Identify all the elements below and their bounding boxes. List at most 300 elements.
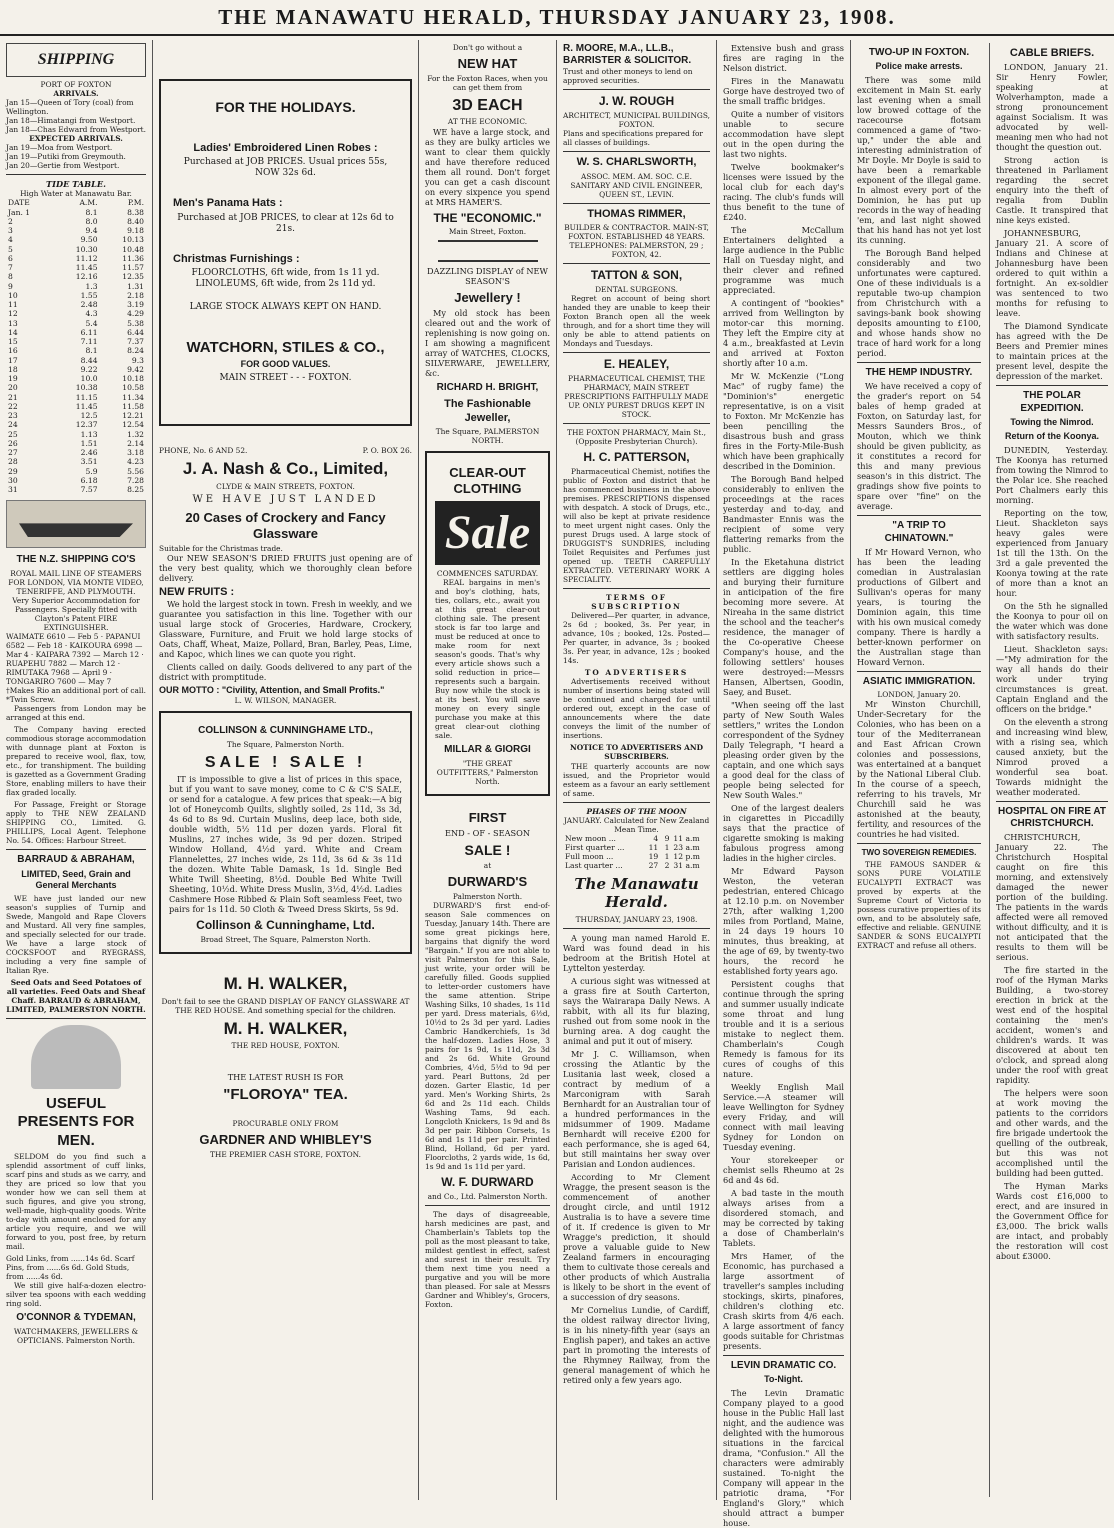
cable-item: LONDON, January 21. Sir Henry Fowler, speaking at Wolverhampton, made a strong pronouncement against Socialism. It was advocated by well-meaning men who had not thought the question out. <box>996 62 1108 153</box>
tide-cell: 26 <box>8 438 18 448</box>
herald-date: THURSDAY, JANUARY 23, 1908. <box>575 915 698 925</box>
tide-heading: TIDE TABLE. <box>46 179 106 190</box>
new-hat-text: For the Foxton Races, when you can get them from <box>427 73 548 92</box>
moon-table <box>563 834 710 871</box>
moon-cell: Full moon ... <box>565 852 614 862</box>
wf-durward-subtitle: and Co., Ltd. Palmerston North. <box>427 1192 548 1202</box>
polar-paragraph: Reporting on the tow, Lieut. Shackleton says heavy gales were experienced from January 1st till the 13th. On the 3rd a gale prevented the Koonya towing at the rate of more than a knot an hour. <box>996 507 1108 598</box>
asiatic-dateline: LONDON, January 20. <box>877 689 961 699</box>
tide-row <box>6 420 146 429</box>
furnishings-heading: Christmas Furnishings : <box>173 252 300 265</box>
column-telegrams <box>850 40 1114 1500</box>
oconnor-subtitle: WATCHMAKERS, JEWELLERS & OPTICIANS. Palmerston North. <box>13 1326 139 1345</box>
chinatown-heading: "A TRIP TO CHINATOWN." <box>884 520 954 544</box>
tide-row <box>6 319 146 328</box>
barraud-title: BARRAUD & ABRAHAM, <box>17 854 135 866</box>
tide-cell: 18 <box>8 364 18 374</box>
tide-row <box>6 365 146 374</box>
divider <box>996 385 1108 386</box>
polar-paragraph: Lieut. Shackleton says:—"My admiration for the way all hands do their work under trying circumstances is great. Captain England and the officers on the bridge." <box>996 643 1108 714</box>
watchorn-address: MAIN STREET - - - FOXTON. <box>219 373 352 384</box>
divider <box>425 1205 550 1206</box>
telegrams-right <box>989 43 1108 1497</box>
economic-address: Main Street, Foxton. <box>448 227 527 237</box>
procurable-text: PROCURABLE ONLY FROM <box>232 1118 339 1128</box>
holidays-heading: FOR THE HOLIDAYS. <box>215 99 356 115</box>
linen-text: Purchased at JOB PRICES. Usual prices 55s, NOW 32s 6d. <box>183 157 388 179</box>
divider <box>723 1355 844 1356</box>
hats-heading: Men's Panama Hats : <box>173 197 283 210</box>
divider <box>563 423 710 424</box>
tide-row <box>6 263 146 272</box>
sale-at: at <box>483 860 492 870</box>
tatton-text: Regret on account of being short handed they are unable to keep their Foxton Branch open all the week through, and for a short time they will only be able to attend patients on Mondays and Tuesdays. <box>563 293 710 349</box>
tide-cell: 1.32 <box>127 429 144 439</box>
tide-cell: 8.38 <box>127 207 144 217</box>
asiatic-heading: ASIATIC IMMIGRATION. <box>862 675 976 687</box>
advertisers-text: Advertisements received without number of insertions being stated will be continued and charged for until ordered out, except in the case of announcements where the date conveys the limit of the number of insertions. <box>563 677 710 741</box>
news-list <box>723 43 844 1351</box>
durward-address: Palmerston North. <box>452 891 523 901</box>
new-fruits-heading: NEW FRUITS : <box>159 586 235 599</box>
collinson-body: IT is impossible to give a list of prices in this space, but if you want to save money, come to C & C'S SALE, or send for a catalogue. A few prices that speak:—A big lot of Honeycomb Quilts, slightly soiled, 2s 11d, 3s 3d, 4s 6d to 8s 9d. Curtain Muslins, deep lace, both side, double width, 5½ 11d per dozen yards. Floral fit Muslins, 27 inches wide, 3s 9d per dozen. Striped Window Holland, 4½d yard. White and Cream Flannelettes, 27 inches wide, 2s 11d, 3s 6d & 3s 11d the dozen. White Table Damask, 1s 1d. Single Bed White Twill Sheeting, 8½d. Double Bed White Twill Sheeting, 10½d. White Dress Muslin, 3½d, 4½d. Ladies Cashmere Hose Ribbed & Plain Soft seamless Feet, two pairs for 1s 11d. 50 Cloth & Tweed Dress Skirts, 5s 9d. <box>169 774 402 915</box>
hospital-heading: HOSPITAL ON FIRE AT CHRISTCHURCH. <box>998 805 1106 829</box>
tide-cell: 9.42 <box>127 364 144 374</box>
tide-cell: 2.14 <box>127 438 144 448</box>
levin-text: The Levin Dramatic Company played to a good house in the Public Hall last night, and the audience was delighted with the humorous situations in the farcical drama, "Confusion." All the characters were admirably sustained. To-night the Company will appear in the patriotic drama, "For England's Glory," which should attract a bumper house. <box>723 1388 844 1528</box>
tide-cell: 29 <box>8 466 18 476</box>
notice-text: THE quarterly accounts are now issued, and the Proprietor would esteem as a favour an early settlement of same. <box>563 761 710 798</box>
rough-subtitle: ARCHITECT, MUNICIPAL BUILDINGS, FOXTON. <box>563 111 710 130</box>
chinatown-text: If Mr Howard Vernon, who has been the leading comedian in Australasian productions of Gilbert and Sullivan's operas for many years, is touring the Dominion again, this time with his own musical comedy company. There is hardly a better-known performer on the Australian stage than Howard Vernon. <box>857 546 981 667</box>
divider <box>996 801 1108 802</box>
walker-text: Don't fail to see the GRAND DISPLAY OF FANCY GLASSWARE AT THE RED HOUSE. And something special for the children. <box>161 996 410 1015</box>
tatton-subtitle: DENTAL SURGEONS. <box>595 284 678 294</box>
hospital-paragraph: CHRISTCHURCH, January 22. The Christchurch Hospital caught on fire this morning, and extensively damaged the newer portion of the building. The patients in the wards affected were all removed without difficulty, and it is not anticipated that the results to them will be serious. <box>996 832 1108 963</box>
nz-shipping-body: The Company having erected commodious storage accommodation with dunnage plant at Foxton is prepared to receive wool, flax, tow, etc., for transhipment. The building is gazetted as a Government Grading Store, enabling millers to have their flax graded locally. <box>6 725 146 798</box>
tide-row <box>6 208 146 217</box>
tide-cell: 2.18 <box>127 290 144 300</box>
tide-row <box>6 217 146 226</box>
tatton-title: TATTON & SON, <box>590 268 683 283</box>
hospital-paragraph: The helpers were soon at work moving the patients to the corridors and other wards, and the fire brigade undertook the quelling of the outbreak, but this was not accomplished until the building had been gutted. <box>996 1088 1108 1179</box>
moon-cell: 4 <box>653 833 659 843</box>
divider <box>563 203 710 204</box>
tide-cell: 12.37 <box>75 420 98 430</box>
tide-cell: 11.57 <box>122 263 144 273</box>
tide-cell: 7.28 <box>127 475 144 485</box>
arrival-item: Jan 15—Queen of Tory (coal) from Wellington. <box>6 98 134 117</box>
patterson-text: Pharmaceutical Chemist, notifies the public of Foxton and district that he has commenced business in the above premises. PRESCRIPTIONS dispensed with despatch. A stock of Drugs, etc., will also be kept at private residence to meet urgent night cases. Only the purest Drugs used. A large stock of DRUGGIST'S SUNDRIES, including Toilet Requisites and Perfumes just opened up. TEETH CAREFULLY EXTRACTED. VETERINARY WORK A SPECIALITY. <box>563 466 710 584</box>
tide-cell: 12.54 <box>122 420 144 430</box>
tide-cell: 11.12 <box>75 253 98 263</box>
port-heading: PORT OF FOXTON <box>40 80 112 89</box>
tide-cell: 15 <box>8 337 18 347</box>
news-paragraph: Persistent coughs that continue through the spring and summer usually indicate some throat and lung trouble and it is a serious mistake to neglect them. Chamberlain's Cough Remedy is famous for its cures of coughs of this nature. <box>723 979 844 1079</box>
tide-cell: 10.18 <box>122 374 144 384</box>
arrival-item: Jan 18—Himatangi from Westport. <box>6 116 136 126</box>
polar-paragraph: On the eleventh a strong and increasing wind blew, with a rising sea, which caused anxiety, but the Nimrod proved a wonderful sea boat. Towards midnight the weather moderated. <box>996 716 1108 797</box>
tide-cell: 21 <box>8 392 18 402</box>
arrival-item: Jan 18—Chas Edward from Westport. <box>6 125 146 135</box>
tide-row <box>6 393 146 402</box>
moon-cell: 1 <box>664 852 670 862</box>
moon-cell: 23 a.m <box>673 842 700 852</box>
tide-cell: 12.16 <box>75 272 98 282</box>
tide-cell: 10.30 <box>75 244 98 254</box>
cufflink-illustration <box>31 1025 121 1089</box>
tide-cell: 3.51 <box>80 457 98 467</box>
polar-heading: THE POLAR EXPEDITION. <box>1020 390 1084 414</box>
tide-row <box>6 337 146 346</box>
cable-item: The Diamond Syndicate has agreed with the De Beers and Premier mines to maintain prices at the present level, despite the depression of the market. <box>996 321 1108 382</box>
healey-title: E. HEALEY, <box>603 357 670 372</box>
oconnor-title: O'CONNOR & TYDEMAN, <box>16 1312 136 1324</box>
news-paragraph: Mrs Hamer, of the Economic, has purchased a large assortment of traveller's samples including stockings, skirts, pinafores, children's clothing etc. Crash skirts from 4/6 each. A large assortment of fancy goods suitable for Christmas presents. <box>723 1251 844 1351</box>
moon-cell: Last quarter ... <box>565 861 623 871</box>
nash-box: P. O. BOX 26. <box>362 446 412 456</box>
tide-row <box>6 457 146 466</box>
tide-cell: 31 <box>8 485 18 495</box>
hat-price: 3D EACH <box>452 96 523 114</box>
tide-cell: 6.11 <box>80 327 98 337</box>
news-paragraph: "When seeing off the last party of New South Wales settlers," writes the London correspondent of the Sydney Daily Telegraph, "I heard a pleasing order given by the captain, and one which says a good deal for the class of people being selected for New South Wales." <box>723 700 844 800</box>
divider <box>6 1018 146 1019</box>
charlsworth-subtitle: ASSOC. MEM. AM. SOC. C.E. SANITARY AND CIVIL ENGINEER, QUEEN ST., LEVIN. <box>570 171 703 199</box>
notice-heading: NOTICE TO ADVERTISERS AND SUBSCRIBERS. <box>569 743 704 762</box>
nash-address: CLYDE & MAIN STREETS, FOXTON. <box>216 482 355 492</box>
hemp-text: We have received a copy of the grader's report on 54 bales of hemp graded at Foxton, on Saturday last, for Messrs Saunders Bros., of Mouton, which we think should be given publicity, as it constitutes a record for this and many previous season's in this district. The gradings show five points to spare over "fine" on the average. <box>857 381 981 512</box>
first-title: FIRST <box>468 809 507 825</box>
hospital-paragraph: The Hyman Marks Wards cost £16,000 to erect, and are insured in the Government Office for £3,000. The brick walls are intact, and probably the restoration will cost about £3000. <box>996 1181 1108 1262</box>
news-paragraph: A contingent of "bookies" arrived from Wellington by motor-car this morning. They left the Empire city at 4 a.m., breakfasted at Levin and arrived at Foxton shortly after 10 a.m. <box>723 298 844 368</box>
tide-cell: 2.48 <box>80 300 98 310</box>
jewellery-intro: DAZZLING DISPLAY of NEW SEASON'S <box>427 266 548 287</box>
moon-cell: 27 <box>648 861 659 871</box>
millar-subtitle: "THE GREAT OUTFITTERS," Palmerston North. <box>436 758 539 786</box>
tide-row <box>6 272 146 281</box>
moon-cell: 2 <box>664 861 670 871</box>
tide-cell: 9.3 <box>131 355 144 365</box>
herald-nameplate: The Manawatu Herald. <box>574 874 699 912</box>
dont-go-text: Don't go without a <box>452 43 523 52</box>
nash-phone: PHONE, No. 6 AND 52. <box>159 446 248 456</box>
useful-presents-title: USEFUL PRESENTS FOR MEN. <box>17 1095 135 1149</box>
rimmer-title: THOMAS RIMMER, <box>587 207 686 220</box>
tide-subheading: High Water at Manawatu Bar. <box>20 189 132 199</box>
walker-title: M. H. WALKER, <box>223 973 348 993</box>
news-paragraph: Mr J. C. Williamson, when crossing the Atlantic by the Lusitania last week, closed a contract by medium of a Marconigram with Sarah Bernhardt for an Australian tour of a hundred performances in the midsummer of 1909. Madame Bernhardt will receive £200 for each performance, she is aged 64, but still maintains her sway over Parisian and London audiences. <box>563 1049 710 1170</box>
sovereign-text: THE FAMOUS SANDER & SONS PURE VOLATILE EUCALYPTI EXTRACT was proved by experts at the Supreme Court of Victoria to possess curative properties of its own, and to be absolutely safe, effective and reliable. GENUINE SANDER & SONS EUCALYPTI EXTRACT and refuse all others. <box>857 859 982 950</box>
tide-row <box>6 245 146 254</box>
economic-title: THE "ECONOMIC." <box>433 210 542 225</box>
tide-cell: 13 <box>8 318 18 328</box>
column-shops <box>418 40 556 1500</box>
wf-durward-title: W. F. DURWARD <box>441 1175 534 1190</box>
motto: OUR MOTTO : "Civility, Attention, and Small Profits." <box>159 685 385 696</box>
tide-row <box>6 439 146 448</box>
tide-row <box>6 402 146 411</box>
news-paragraph: Mr W. McKenzie ("Long Mac" of rugby fame) the "Dominion's" energetic representative, is on a visit to Foxton. Mr McKenzie has been pencilling the disastrous bush and grass fires in the Forty-Mile-Bush which have been graphically described in the Dominion. <box>723 371 844 471</box>
tide-col-date: DATE <box>8 198 30 208</box>
news-paragraph: Mr Cornelius Lundie, of Cardiff, the oldest railway director living, is in his ninety-fifth year (says an English paper), and takes an active part in promoting the interests of the Rhymney Railway, from the general management of which he retired only a few years ago. <box>563 1305 710 1386</box>
news-paragraph: Your storekeeper or chemist sells Rheumo at 2s 6d and 4s 6d. <box>723 1155 844 1185</box>
tide-table <box>6 198 146 494</box>
pharmacy-title: THE FOXTON PHARMACY, Main St., (Opposite Presbyterian Church). <box>567 427 706 446</box>
tide-cell: 16 <box>8 346 18 356</box>
tide-cell: 7.57 <box>80 485 98 495</box>
tide-cell: 1.3 <box>85 281 98 291</box>
tide-cell: 11.58 <box>122 401 144 411</box>
useful-presents-prices: Gold Links, from ......14s 6d. Scarf Pins, from ......6s 6d. Gold Studs, from ......4s 6d. <box>6 1254 135 1282</box>
watchorn-subtitle: FOR GOOD VALUES. <box>240 359 331 370</box>
tide-cell: 6 <box>8 253 13 263</box>
moon-cell: 11 <box>648 842 659 852</box>
divider <box>563 263 710 264</box>
clearout-commences: COMMENCES SATURDAY. <box>436 568 539 578</box>
clearout-advert <box>425 451 550 796</box>
nz-shipping-text: Very Superior Accommodation for Passengers. Specially fitted with Clayton's Patent FIRE EXTINGUISHER. <box>12 595 140 632</box>
moore-text: Trust and other moneys to lend on approved securities. <box>563 67 693 86</box>
tide-col-pm: P.M. <box>127 198 144 208</box>
divider <box>563 352 710 353</box>
jewellery-title: Jewellery ! <box>454 290 521 306</box>
cable-heading: CABLE BRIEFS. <box>1009 47 1095 59</box>
collinson-address: The Square, Palmerston North. <box>226 739 345 749</box>
tide-cell: 10.13 <box>122 235 144 245</box>
tide-cell: 11.36 <box>122 253 144 263</box>
tide-row <box>6 356 146 365</box>
tide-cell: Jan. 1 <box>8 207 31 217</box>
advertisers-heading: TO ADVERTISERS <box>584 668 689 678</box>
nash-contact-row <box>159 446 412 455</box>
tide-cell: 5.9 <box>85 466 98 476</box>
tide-cell: 30 <box>8 475 18 485</box>
tide-cell: 11.34 <box>122 392 144 402</box>
arrivals-heading: ARRIVALS. <box>53 89 99 99</box>
tide-cell: 7.37 <box>127 337 144 347</box>
moon-subheading: JANUARY. Calculated for New Zealand Mean Time. <box>563 815 710 834</box>
moon-heading: PHASES OF THE MOON <box>586 806 687 816</box>
rough-title: J. W. ROUGH <box>598 94 675 109</box>
news-paragraph: Fires in the Manawatu Gorge have destroyed two of the small traffic bridges. <box>723 76 844 106</box>
news-paragraph: The Borough Band helped considerably to enliven the proceedings at the races yesterday and to-day, and Bandmaster Ennis was the recipient of some very flattering remarks from the public. <box>723 474 844 554</box>
divider <box>563 928 710 929</box>
tide-cell: 11.45 <box>75 263 98 273</box>
two-up-subheading: Police make arrests. <box>875 61 963 72</box>
walker-title-2: M. H. WALKER, <box>223 1018 348 1038</box>
tide-cell: 4.3 <box>85 309 98 319</box>
moon-cell: New moon ... <box>565 833 616 843</box>
moon-row <box>563 852 710 861</box>
tide-cell: 8.1 <box>85 346 98 356</box>
clients-text: Clients called on daily. Goods delivered to any part of the district with promptitude. <box>159 662 412 683</box>
charlsworth-title: W. S. CHARLSWORTH, <box>576 156 697 169</box>
news-paragraph: Mr Edward Payson Weston, the veteran pedestrian, entered Chicago at 12.10 p.m. on November 27th, after walking 1,200 miles from Portland, Maine, in 24 days 19 hours 10 minutes, thus breaking, at the age of 69, by twenty-two hours, the record he established forty years ago. <box>723 866 844 976</box>
steamship-illustration <box>6 500 146 548</box>
news-paragraph: There was some mild excitement in Main St. early last evening when a small low browed cottage of the racecourse flotsam commenced a game of "two-up," under the able and interesting administration of Mr Doyle. Mr Doyle is said to have been a remarkable exponent of the illegal game. In almost every port of the Dominion, he has put up records in the way of heading 'em, and last night showed that his hand has not yet lost its cunning. <box>857 75 981 246</box>
polar-paragraph: DUNEDIN, Yesterday. The Koonya has returned from towing the Nimrod to the Polar ice. She reached Port Chalmers early this morning. <box>996 444 1108 505</box>
tide-cell: 28 <box>8 457 18 467</box>
tide-cell: 5 <box>8 244 13 254</box>
bright-subtitle: The Fashionable Jeweller, <box>444 398 531 424</box>
tide-cell: 3.18 <box>127 448 144 458</box>
gardner-title: GARDNER AND WHIBLEY'S <box>199 1131 372 1147</box>
tide-cell: 4.23 <box>127 457 144 467</box>
tide-row <box>6 282 146 291</box>
nz-shipping-contact: For Passage, Freight or Storage apply to THE NEW ZEALAND SHIPPING CO., Limited. G. PHILLIPS, Local Agent. Telephone No. 54. Offices: Harbour Street. <box>6 800 146 846</box>
hospital-paragraph: The fire started in the roof of the Hyman Marks Building, a two-storey erection in brick at the west end of the hospital containing the men's accident, women's and children's wards. It was discovered at about ten o'clock, and spread along under the roof with great rapidity. <box>996 965 1108 1086</box>
millar-title: MILLAR & GIORGI <box>444 744 531 756</box>
durward-body: DURWARD'S first end-of-season Sale commences on Tuesday, January 14th. There are some great pickings here, bargains that dignify the word "Bargain." If you are not able to visit Palmerston for this Sale, just write, your order will be carefully filled. Goods supplied to letter-order customers have the same attention. Stripe Washing Silks, 10 shades, 1s 11d per yard. Dress materials, 6½d, 10½d to 2s 3d per yard. Ladies Cambric Handkerchiefs, 1s 3d the half-dozen. Ladies Hose, 3 pairs for 1s 9d, 1s 11d, 2s 3d and 2s 6d. White Ground Combries, 4½d, 5½d to 9d per yard. Pearl Buttons, 2d per dozen. Garter Elastic, 1d per yard. Men's Working Shirts, 2s 6d and 2s 11d each. Childs Washing Tams, 9d each. Longcloth Knickers, 1s 9d and 8s 3d per pair. Ribbon Corsets, 1s 6d and 1s 11d per pair. Printed Blind, Holland, 6d per yard. Floorcloths, 2 yards wide, 1s 6d, 1s 9d and 1s 11d per yard. <box>425 900 550 1172</box>
moon-row <box>563 861 710 870</box>
patterson-title: H. C. PATTERSON, <box>583 449 690 464</box>
divider <box>857 362 981 363</box>
collinson-footer: Collinson & Cunninghame, Ltd. <box>196 918 375 933</box>
terms-text: Delivered—Per quarter, in advance, 2s 6d ; booked, 3s. Per year, in advance, 10s ; booked, 12s. Posted—Per quarter, in advance, 3s ; booked 3s. Per year, in advance, 12s ; booked 14s. <box>563 611 710 666</box>
floroya-heading: THE LATEST RUSH IS FOR <box>227 1072 344 1083</box>
tide-cell: 8.1 <box>85 207 98 217</box>
news-paragraph: A bad taste in the mouth always arises from a disordered stomach, and may be corrected by taking a dose of Chamberlain's Tablets. <box>723 1188 844 1248</box>
levin-heading: LEVIN DRAMATIC CO. <box>730 1360 837 1371</box>
floroya-title: "FLOROYA" TEA. <box>223 1086 348 1104</box>
news-paragraph: In the Eketahuna district settlers are digging holes and burying their furniture in anticipation of the fire becoming more severe. At Nireaha in the same district the school and the teacher's residence, the manager of the Co-operative Cheese Company's house, and the following settlers' houses were destroyed:—Messrs Hansen, Albertsen, Goodin, Saey, and Buset. <box>723 557 844 697</box>
end-of-season: END - OF - SEASON <box>444 827 531 838</box>
tide-cell: 14 <box>8 327 18 337</box>
healey-text: PRESCRIPTIONS FAITHFULLY MADE UP. ONLY PUREST DRUGS KEPT IN STOCK. <box>564 391 709 419</box>
two-up-heading: TWO-UP IN FOXTON. <box>868 47 970 58</box>
column-shipping <box>0 40 152 1500</box>
collinson-advert <box>159 711 412 953</box>
tide-cell: 23 <box>8 411 18 421</box>
bright-address: The Square, PALMERSTON NORTH. <box>435 427 540 446</box>
collinson-footer-address: Broad Street, The Square, Palmerston North. <box>200 934 371 944</box>
nz-shipping-title: THE N.Z. SHIPPING CO'S <box>16 554 136 566</box>
tide-cell: 9.18 <box>127 226 144 236</box>
tide-cell: 8.40 <box>127 216 144 226</box>
tide-cell: 1.31 <box>127 281 144 291</box>
asiatic-text: Mr Winston Churchill, Under-Secretary for the Colonies, who has been on a tour of the Mediterranean and East African Crown colonies and possessions, was entertained at a banquet by the National Liberal Club. In the course of a speech, referring to his travels, Mr Churchill said he was astonished at the beauty, fertility, and resources of the countries he had visited. <box>857 698 981 839</box>
news-paragraph: The Borough Band helped considerably and two unfortunates were captured. One of these individuals is a reputable two-up champion from Christchurch with a savings-bank book showing deposits amounting to £100, and whose hands show no trace of hard work for a long period. <box>857 248 981 359</box>
divider <box>563 802 710 803</box>
levin-subheading: To-Night. <box>764 1374 803 1385</box>
news-paragraph: Weekly English Mail Service.—A steamer will leave Wellington for Sydney every Friday, and will connect with mail leaving Sydney for London on Tuesday evening. <box>723 1082 844 1152</box>
ornament-divider <box>438 240 538 262</box>
tide-cell: 9 <box>8 281 13 291</box>
tide-cell: 2 <box>8 216 13 226</box>
tide-row <box>6 226 146 235</box>
expected-item: Jan 20—Gertie from Westport. <box>6 161 120 171</box>
tide-row <box>6 448 146 457</box>
tide-cell: 1.55 <box>80 290 98 300</box>
linen-heading: Ladies' Embroidered Linen Robes : <box>193 142 378 155</box>
tide-row <box>6 476 146 485</box>
useful-presents-more: We still give half-a-dozen electro-silver tea spoons with each wedding ring sold. <box>6 1281 146 1309</box>
divider <box>6 849 146 850</box>
manager: L. W. WILSON, MANAGER. <box>234 696 337 706</box>
divider <box>857 515 981 516</box>
expected-item: Jan 19—Moa from Westport. <box>6 143 113 153</box>
tide-cell: 10 <box>8 290 18 300</box>
tide-row <box>6 383 146 392</box>
news-paragraph: According to Mr Clement Wragge, the present season is the commencement of another drought circle, and until 1912 Australia is to have a severe time of it. If credence is given to Mr Wragge's prediction, it should prove a valuable guide to New Zealand farmers in encouraging them to cultivate those cereals and other products of which Australia is likely to be short in the event of a succession of dry seasons. <box>563 1172 710 1303</box>
tide-cell: 20 <box>8 383 18 393</box>
expected-item: Jan 19—Putiki from Greymouth. <box>6 152 126 162</box>
news-paragraph: The McCallum Entertainers delighted a large audience in the Public Hall on Tuesday night, and their clever and refined programme was much appreciated. <box>723 225 844 295</box>
tide-cell: 24 <box>8 420 18 430</box>
tide-cell: 5.38 <box>127 318 144 328</box>
nz-shipping-passengers: Passengers from London may be arranged at this end. <box>6 704 146 723</box>
tide-cell: 22 <box>8 401 18 411</box>
tide-cell: 8.24 <box>127 346 144 356</box>
tide-cell: 6.44 <box>127 327 144 337</box>
tide-cell: 10.58 <box>122 383 144 393</box>
column-local-news <box>716 40 850 1528</box>
nz-shipping-subtitle: ROYAL MAIL LINE OF STEAMERS FOR LONDON, VIA MONTE VIDEO, TENERIFFE, AND PLYMOUTH. <box>8 568 144 596</box>
divider <box>857 671 981 672</box>
tide-cell: 11.45 <box>75 401 98 411</box>
tide-cell: 12.35 <box>122 272 144 282</box>
polar-subheading: Towing the Nimrod. <box>1010 416 1094 427</box>
tide-row <box>6 374 146 383</box>
tide-cell: 11.15 <box>75 392 98 402</box>
tide-row <box>6 467 146 476</box>
nash-landed: WE HAVE JUST LANDED <box>192 494 379 506</box>
news-paragraph: Quite a number of visitors unable to secure accommodation have slept out in the open during the last two nights. <box>723 109 844 159</box>
tide-cell: 8 <box>8 272 13 282</box>
collinson-sale: SALE ! SALE ! <box>204 753 367 771</box>
moon-cell: First quarter ... <box>565 842 625 852</box>
moon-cell: 31 a.m <box>673 861 700 871</box>
tide-cell: 7.11 <box>80 337 98 347</box>
barraud-body: WE have just landed our new season's supplies of Turnip and Swede, Mangold and Rape Clovers and Mustard. All very fine samples, and specially selected for our trade. We have a large stock of COCKSFOOT and RYEGRASS, including a very fine sample of Italian Rye. <box>6 893 146 975</box>
tide-cell: 2.46 <box>80 448 98 458</box>
furnishings-text: FLOORCLOTHS, 6ft wide, from 1s 11 yd. LINOLEUMS, 6ft wide, from 2s 11d yd. <box>191 268 380 290</box>
cable-item: Strong action is threatened in Parliament regarding the secret enquiry into the theft of regalia from Dublin Castle. It transpired that nine keys existed. <box>996 155 1108 226</box>
stock-text: LARGE STOCK ALWAYS KEPT ON HAND. <box>189 302 382 313</box>
tide-cell: 10.48 <box>122 244 144 254</box>
telegrams-left <box>857 43 981 1497</box>
nz-shipping-note: †Makes Rio an additional port of call. *Twin Screw. <box>6 685 146 704</box>
moon-row <box>563 843 710 852</box>
tide-cell: 9.50 <box>80 235 98 245</box>
tide-cell: 4 <box>8 235 13 245</box>
column-professional <box>556 40 716 1500</box>
tide-cell: 8.44 <box>80 355 98 365</box>
sovereign-heading: TWO SOVEREIGN REMEDIES. <box>861 847 977 857</box>
sale-title: SALE ! <box>464 841 511 858</box>
barraud-footer: Seed Oats and Seed Potatoes of all varieties. Feed Oats and Sheaf Chaff. BARRAUD & ABRAHAM, LIMITED, PALMERSTON NORTH. <box>6 977 146 1014</box>
tide-cell: 9.22 <box>80 364 98 374</box>
tide-row <box>6 411 146 420</box>
tide-row <box>6 254 146 263</box>
divider <box>563 588 710 589</box>
shipping-logo: SHIPPING <box>6 43 146 77</box>
news-paragraph: A young man named Harold E. Ward was found dead in his bedroom at the British Hotel at Lyttelton yesterday. <box>563 933 710 974</box>
economic-at: AT THE ECONOMIC. <box>447 117 528 127</box>
tide-row <box>6 291 146 300</box>
tide-cell: 7 <box>8 263 13 273</box>
tide-cell: 5.56 <box>127 466 144 476</box>
tide-header-row <box>6 198 146 207</box>
hemp-heading: THE HEMP INDUSTRY. <box>865 367 973 379</box>
new-fruits-text: We hold the largest stock in town. Fresh in weekly, and we guarantee you satisfaction in this line. Together with our usual large stock of Groceries, Hardware, Crockery, Glassware, Furniture, and Fruit we hold large stocks of Oats, Chaff, Wheat, Maize, Pollard, Bran, Barley, Peas, Lime, and Kapoc, which lines we can quote you right. <box>159 599 412 660</box>
watchorn-title: WATCHORN, STILES & CO., <box>186 339 385 357</box>
tide-cell: 8.25 <box>127 485 144 495</box>
clearout-title: CLEAR-OUT CLOTHING <box>449 465 526 496</box>
clearout-body: REAL bargains in men's and boy's clothing, hats, ties, collars, etc., await you at this great clear-out clothing sale. The present stock is far too large and must be reduced at once to make room for next season's goods. That's why every article shows such a solid reduction in price—represents such a bargain. Buy now while the stock is at its best. You will save money on every single purchase you make at this great clear-out clothing sale. <box>435 577 540 741</box>
jewellery-text: My old stock has been cleared out and the work of replenishing is now going on. I am showing a magnificent array of WATCHES, CLOCKS, SILVERWARE, JEWELLERY, &c. <box>425 308 550 379</box>
